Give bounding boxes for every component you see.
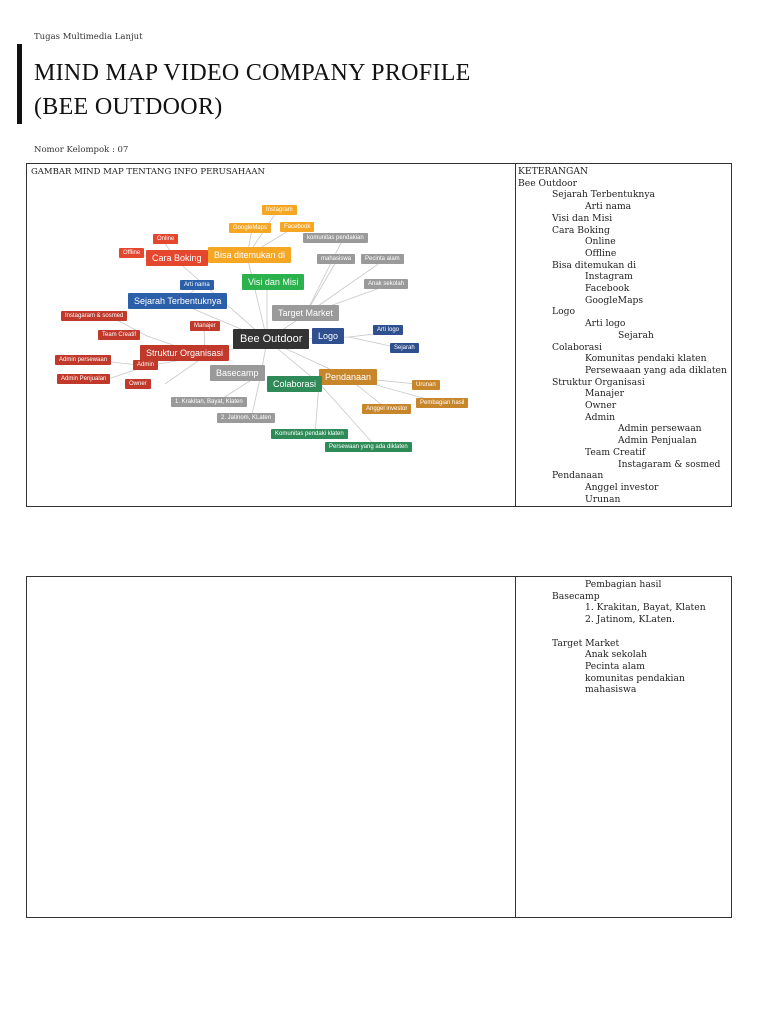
title-line-1: MIND MAP VIDEO COMPANY PROFILE xyxy=(34,60,471,86)
mm-node-arti-nama: Arti nama xyxy=(180,280,214,290)
note-line: Komunitas pendaki klaten xyxy=(585,353,707,365)
note-line: Pecinta alam xyxy=(585,660,645,672)
note-line: Pembagian hasil xyxy=(585,579,662,590)
mm-node-pendanaan: Pendanaan xyxy=(319,369,377,385)
note-line: Sejarah xyxy=(618,329,654,341)
mm-node-admin-persewaan: Admin persewaan xyxy=(55,355,111,365)
mm-node-arti-logo: Arti logo xyxy=(373,325,403,335)
notes-column-2 xyxy=(518,579,732,696)
note-line: Instagram xyxy=(585,271,633,283)
note-line: Sejarah Terbentuknya xyxy=(552,189,656,201)
mm-node-target-market: Target Market xyxy=(272,305,339,321)
note-line: Visi dan Misi xyxy=(552,212,613,224)
mm-node-persewaan: Persewaan yang ada diklaten xyxy=(325,442,412,452)
mm-node-komunitas-pendakian: komunitas pendakian xyxy=(303,233,368,243)
note-line: Struktur Organisasi xyxy=(552,376,645,388)
note-line: KETERANGAN xyxy=(518,166,589,177)
mm-node-basecamp: Basecamp xyxy=(210,365,265,381)
note-line: 1. Krakitan, Bayat, Klaten xyxy=(585,602,706,614)
note-line: Admin xyxy=(585,411,616,423)
notes-column-1 xyxy=(518,166,732,505)
note-line: Target Market xyxy=(552,637,620,649)
mm-node-komunitas-pendaki: Komunitas pendaki klaten xyxy=(271,429,348,439)
table-divider xyxy=(515,577,516,917)
course-label: Tugas Multimedia Lanjut xyxy=(34,32,143,42)
note-line: Bisa ditemukan di xyxy=(552,259,637,271)
mm-node-manajer: Manajer xyxy=(190,321,220,331)
mm-node-mahasiswa: mahasiswa xyxy=(317,254,355,264)
note-line: Basecamp xyxy=(552,590,600,602)
mm-node-bisa-ditemukan: Bisa ditemukan di xyxy=(208,247,291,263)
note-line: Colaborasi xyxy=(552,341,602,353)
note-line: Arti logo xyxy=(585,318,626,330)
mm-node-sejarah-terbentuknya: Sejarah Terbentuknya xyxy=(128,293,227,309)
mm-node-logo: Logo xyxy=(312,328,344,344)
page-title xyxy=(34,56,471,124)
mm-node-struktur-organisasi: Struktur Organisasi xyxy=(140,345,229,361)
mm-node-instagram-sosmed: Instagaram & sosmed xyxy=(61,311,127,321)
mindmap-cell-header: GAMBAR MIND MAP TENTANG INFO PERUSAHAAN xyxy=(31,167,265,177)
mm-node-krakitan: 1. Krakitan, Bayat, Klaten xyxy=(171,397,247,407)
note-line: mahasiswa xyxy=(585,684,637,696)
note-line: Instagaram & sosmed xyxy=(618,458,721,470)
note-line: Manajer xyxy=(585,388,624,400)
mm-node-admin: Admin xyxy=(133,360,158,370)
note-line: Offline xyxy=(585,247,617,259)
mm-node-offline: Offline xyxy=(119,248,144,258)
note-line: Bee Outdoor xyxy=(518,177,578,189)
mm-node-anak-sekolah: Anak sekolah xyxy=(364,279,408,289)
mindmap-image xyxy=(29,178,513,506)
note-line: Persewaaan yang ada diklaten xyxy=(585,364,727,376)
note-line xyxy=(518,626,732,638)
mm-node-urunan: Urunan xyxy=(412,380,440,390)
note-line: Online xyxy=(585,236,616,248)
note-line: komunitas pendakian xyxy=(585,672,685,684)
mm-node-cara-boking: Cara Boking xyxy=(146,250,208,266)
note-line: Urunan xyxy=(585,493,621,505)
continuation-table xyxy=(26,576,732,918)
note-line: Team Creatif xyxy=(585,446,646,458)
title-accent-bar xyxy=(17,44,22,124)
note-line: Owner xyxy=(585,400,617,412)
note-line: Logo xyxy=(552,306,576,318)
mindmap-table xyxy=(26,163,732,507)
mm-node-center: Bee Outdoor xyxy=(233,329,309,349)
table-divider xyxy=(515,164,516,506)
mm-node-team-creatif: Team Creatif xyxy=(98,330,140,340)
note-line: Anak sekolah xyxy=(585,649,648,661)
mm-node-instagram: Instagram xyxy=(262,205,297,215)
mm-node-googlemaps: GoogleMaps xyxy=(229,223,271,233)
note-line: Anggel investor xyxy=(585,481,659,493)
group-number: Nomor Kelompok : 07 xyxy=(34,145,129,155)
mm-node-pembagian-hasil: Pembagian hasil xyxy=(416,398,468,408)
note-line: Admin Penjualan xyxy=(618,435,697,447)
note-line: GoogleMaps xyxy=(585,294,644,306)
mm-node-admin-penjualan: Admin Penjualan xyxy=(57,374,110,384)
mm-node-pecinta-alam: Pecinta alam xyxy=(361,254,404,264)
mm-node-online: Online xyxy=(153,234,178,244)
note-line: Pendanaan xyxy=(552,470,604,482)
mm-node-colaborasi: Colaborasi xyxy=(267,376,322,392)
note-line: Arti nama xyxy=(585,201,632,213)
note-line: Facebook xyxy=(585,283,630,295)
mm-node-facebook: Facebook xyxy=(280,222,314,232)
mm-node-jatinom: 2. Jatinom, KLaten xyxy=(217,413,275,423)
note-line: Admin persewaan xyxy=(618,423,702,435)
title-line-2: (BEE OUTDOOR) xyxy=(34,94,223,120)
note-line: Cara Boking xyxy=(552,224,610,236)
mm-node-sejarah: Sejarah xyxy=(390,343,419,353)
mm-node-anggel-investor: Anggel investor xyxy=(362,404,411,414)
mm-node-visi-misi: Visi dan Misi xyxy=(242,274,304,290)
note-line: 2. Jatinom, KLaten. xyxy=(585,614,675,626)
mm-node-owner: Owner xyxy=(125,379,151,389)
